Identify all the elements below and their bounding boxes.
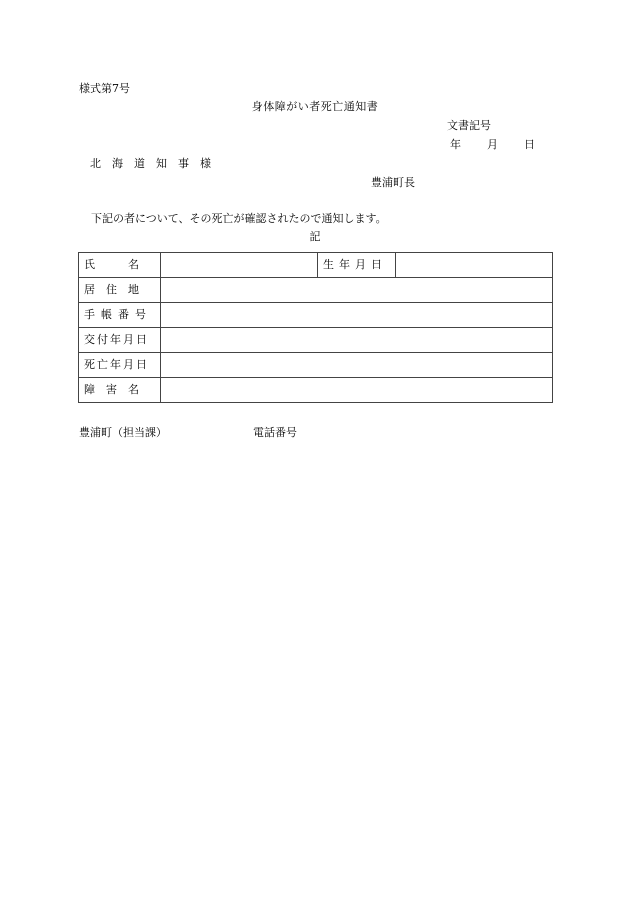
name-value-cell[interactable] bbox=[161, 253, 318, 278]
handbook-value-cell[interactable] bbox=[161, 303, 553, 328]
form-number: 様式第7号 bbox=[79, 82, 130, 95]
date-line bbox=[450, 138, 535, 152]
phone-label: 電話番号 bbox=[253, 426, 297, 439]
issue-date-label-cell bbox=[79, 328, 161, 353]
date-day-label: 日 bbox=[524, 138, 535, 151]
residence-label-cell bbox=[79, 278, 161, 303]
issue-date-value-cell[interactable] bbox=[161, 328, 553, 353]
residence-value-cell[interactable] bbox=[161, 278, 553, 303]
department-line: 豊浦町（担当課） bbox=[79, 426, 167, 439]
table-row-death-date bbox=[79, 353, 553, 378]
death-date-value-cell[interactable] bbox=[161, 353, 553, 378]
disability-label-cell bbox=[79, 378, 161, 403]
table-row-issue-date bbox=[79, 328, 553, 353]
death-date-label-cell bbox=[79, 353, 161, 378]
name-label: 氏 名 bbox=[84, 258, 139, 271]
handbook-label-cell bbox=[79, 303, 161, 328]
document-title: 身体障がい者死亡通知書 bbox=[251, 100, 379, 113]
issue-date-label: 交付年月日 bbox=[84, 333, 149, 346]
table-row-handbook bbox=[79, 303, 553, 328]
table-row-name bbox=[79, 253, 553, 278]
table-row-disability bbox=[79, 378, 553, 403]
addressee: 北海道知事様 bbox=[90, 157, 222, 170]
table-row-residence bbox=[79, 278, 553, 303]
residence-label: 居 住 地 bbox=[84, 283, 139, 296]
notice-text: 下記の者について、その死亡が確認されたので通知します。 bbox=[91, 212, 387, 225]
name-label-cell bbox=[79, 253, 161, 278]
ki-label: 記 bbox=[309, 230, 321, 243]
document-code-label: 文書記号 bbox=[447, 119, 491, 132]
date-month-label: 月 bbox=[487, 138, 498, 151]
disability-value-cell[interactable] bbox=[161, 378, 553, 403]
birthdate-label: 生年月日 bbox=[323, 258, 387, 271]
death-date-label: 死亡年月日 bbox=[84, 358, 149, 371]
handbook-label: 手帳番号 bbox=[84, 308, 152, 321]
date-year-label: 年 bbox=[450, 138, 461, 151]
birthdate-label-cell bbox=[318, 253, 396, 278]
birthdate-value-cell[interactable] bbox=[396, 253, 553, 278]
info-table bbox=[78, 252, 553, 403]
sender: 豊浦町長 bbox=[371, 176, 415, 189]
disability-label: 障 害 名 bbox=[84, 383, 139, 396]
